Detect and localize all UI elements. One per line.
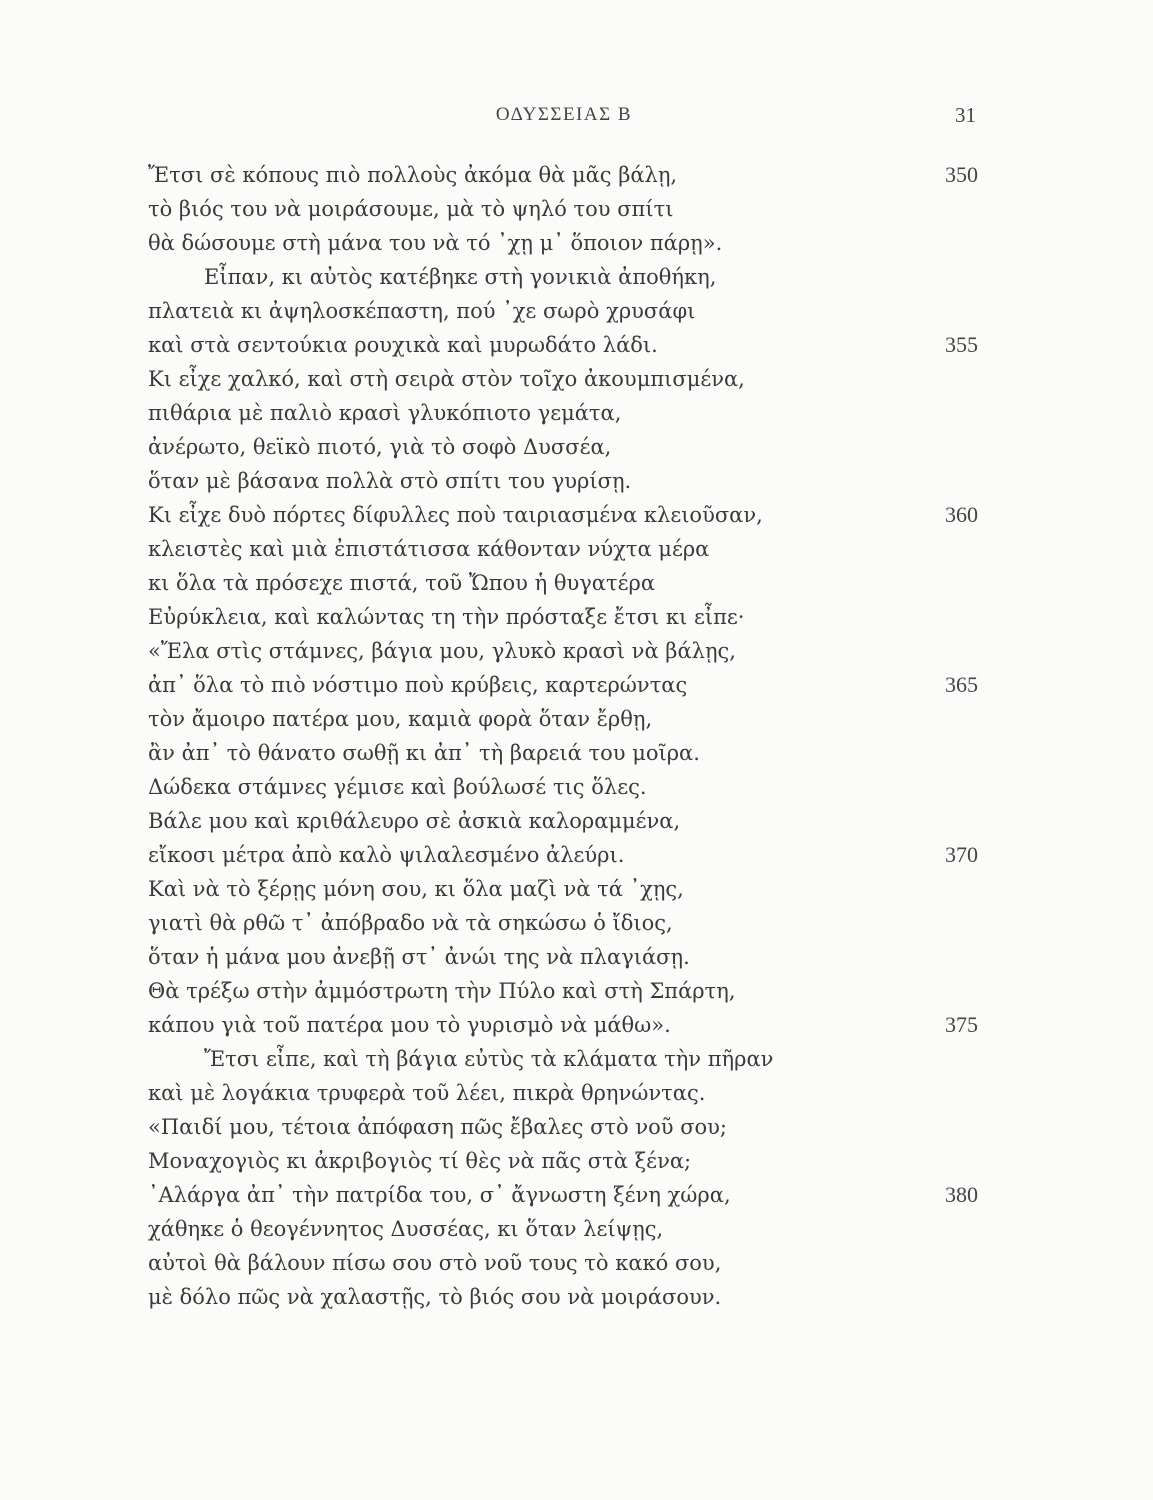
verse-line: [148, 158, 980, 192]
verse-text: Εἶπαν, κι αὐτὸς κατέβηκε στὴ γονικιὰ ἀποθήκη,: [204, 265, 717, 289]
verse-text: Δώδεκα στάμνες γέμισε καὶ βούλωσέ τις ὅλες.: [148, 775, 647, 799]
verse-text: ᾽Αλάργα ἀπ᾽ τὴν πατρίδα του, σ᾽ ἄγνωστη ξένη χώρα,: [148, 1183, 731, 1207]
verse-text: ἀνέρωτο, θεϊκὸ πιοτό, γιὰ τὸ σοφὸ Δυσσέα,: [148, 435, 612, 459]
verse-text: τὸν ἄμοιρο πατέρα μου, καμιὰ φορὰ ὅταν ἔρθῃ,: [148, 707, 653, 731]
verse-line: [148, 668, 980, 702]
verse-line: [148, 498, 980, 532]
verse-line: [148, 192, 980, 226]
verse-text: ὅταν ἡ μάνα μου ἀνεβῇ στ᾽ ἀνώι της νὰ πλαγιάσῃ.: [148, 945, 690, 969]
line-number: 355: [945, 332, 978, 357]
verse-line: [148, 532, 980, 566]
verse-line: [148, 226, 980, 260]
line-number: 375: [945, 1012, 978, 1037]
verse-text: καὶ στὰ σεντούκια ρουχικὰ καὶ μυρωδάτο λάδι.: [148, 333, 658, 357]
line-number: 370: [945, 842, 978, 867]
verse-line: [148, 872, 980, 906]
verse-text: κάπου γιὰ τοῦ πατέρα μου τὸ γυρισμὸ νὰ μάθω».: [148, 1013, 671, 1037]
verse-text: Ἔτσι εἶπε, καὶ τὴ βάγια εὐτὺς τὰ κλάματα τὴν πῆραν: [204, 1047, 774, 1071]
verse-line: [148, 974, 980, 1008]
verse-text: «Παιδί μου, τέτοια ἀπόφαση πῶς ἔβαλες στὸ νοῦ σου;: [148, 1115, 728, 1139]
verse-line: [148, 464, 980, 498]
verse-line: [148, 1008, 980, 1042]
verse-text: γιατὶ θὰ ρθῶ τ᾽ ἀπόβραδο νὰ τὰ σηκώσω ὁ ἴδιος,: [148, 911, 673, 935]
verse-line: [148, 362, 980, 396]
verse-text: Ἔτσι σὲ κόπους πιὸ πολλοὺς ἀκόμα θὰ μᾶς βάλῃ,: [148, 163, 678, 187]
verse-text: ἀπ᾽ ὅλα τὸ πιὸ νόστιμο ποὺ κρύβεις, καρτερώντας: [148, 673, 688, 697]
verse-line: [148, 1110, 980, 1144]
verse-text: μὲ δόλο πῶς νὰ χαλαστῇς, τὸ βιός σου νὰ μοιράσουν.: [148, 1285, 722, 1309]
verse-line: [148, 1042, 980, 1076]
verse-line: [148, 566, 980, 600]
verse-line: [148, 634, 980, 668]
verse-text: τὸ βιός του νὰ μοιράσουμε, μὰ τὸ ψηλό του σπίτι: [148, 197, 674, 221]
verse-line: [148, 1076, 980, 1110]
verse-line: [148, 1178, 980, 1212]
verse-text: ὅταν μὲ βάσανα πολλὰ στὸ σπίτι του γυρίσῃ.: [148, 469, 632, 493]
verse-text: «Ἔλα στὶς στάμνες, βάγια μου, γλυκὸ κρασὶ νὰ βάλῃς,: [148, 639, 736, 663]
verse-text: χάθηκε ὁ θεογέννητος Δυσσέας, κι ὅταν λείψῃς,: [148, 1217, 664, 1241]
line-number: 350: [945, 162, 978, 187]
verse-text: κλειστὲς καὶ μιὰ ἐπιστάτισσα κάθονταν νύχτα μέρα: [148, 537, 710, 561]
verse-block: [148, 158, 980, 1314]
verse-line: [148, 1246, 980, 1280]
verse-text: Καὶ νὰ τὸ ξέρῃς μόνη σου, κι ὅλα μαζὶ νὰ τά ᾽χῃς,: [148, 877, 684, 901]
verse-text: ἂν ἀπ᾽ τὸ θάνατο σωθῇ κι ἀπ᾽ τὴ βαρειά του μοῖρα.: [148, 741, 700, 765]
verse-text: κι ὅλα τὰ πρόσεχε πιστά, τοῦ Ὤπου ἡ θυγατέρα: [148, 571, 656, 595]
running-title: ΟΔΥΣΣΕΙΑΣ Β: [495, 104, 633, 125]
verse-line: [148, 328, 980, 362]
verse-line: [148, 1280, 980, 1314]
verse-text: Κι εἶχε χαλκό, καὶ στὴ σειρὰ στὸν τοῖχο ἀκουμπισμένα,: [148, 367, 745, 391]
running-head: [148, 100, 980, 130]
verse-line: [148, 430, 980, 464]
verse-line: [148, 940, 980, 974]
verse-line: [148, 260, 980, 294]
verse-line: [148, 294, 980, 328]
verse-text: θὰ δώσουμε στὴ μάνα του νὰ τό ᾽χῃ μ᾽ ὅποιον πάρῃ».: [148, 231, 723, 255]
verse-text: Μοναχογιὸς κι ἀκριβογιὸς τί θὲς νὰ πᾶς στὰ ξένα;: [148, 1149, 692, 1173]
verse-text: καὶ μὲ λογάκια τρυφερὰ τοῦ λέει, πικρὰ θρηνώντας.: [148, 1081, 706, 1105]
verse-text: Θὰ τρέξω στὴν ἀμμόστρωτη τὴν Πύλο καὶ στὴ Σπάρτη,: [148, 979, 736, 1003]
verse-line: [148, 1144, 980, 1178]
verse-text: πλατειὰ κι ἀψηλοσκέπαστη, πού ᾽χε σωρὸ χρυσάφι: [148, 299, 696, 323]
verse-text: αὐτοὶ θὰ βάλουν πίσω σου στὸ νοῦ τους τὸ κακό σου,: [148, 1251, 722, 1275]
verse-line: [148, 838, 980, 872]
page-number: 31: [955, 103, 976, 127]
verse-line: [148, 736, 980, 770]
line-number: 380: [945, 1182, 978, 1207]
verse-text: Κι εἶχε δυὸ πόρτες δίφυλλες ποὺ ταιριασμένα κλειοῦσαν,: [148, 503, 763, 527]
verse-line: [148, 702, 980, 736]
verse-text: πιθάρια μὲ παλιὸ κρασὶ γλυκόπιοτο γεμάτα,: [148, 401, 622, 425]
verse-line: [148, 396, 980, 430]
verse-line: [148, 600, 980, 634]
verse-text: εἴκοσι μέτρα ἀπὸ καλὸ ψιλαλεσμένο ἀλεύρι.: [148, 843, 625, 867]
verse-line: [148, 770, 980, 804]
line-number: 365: [945, 672, 978, 697]
verse-text: Εὐρύκλεια, καὶ καλώντας τη τὴν πρόσταξε ἔτσι κι εἶπε·: [148, 605, 745, 629]
line-number: 360: [945, 502, 978, 527]
verse-line: [148, 804, 980, 838]
verse-line: [148, 906, 980, 940]
verse-line: [148, 1212, 980, 1246]
verse-text: Βάλε μου καὶ κριθάλευρο σὲ ἀσκιὰ καλοραμμένα,: [148, 809, 681, 833]
